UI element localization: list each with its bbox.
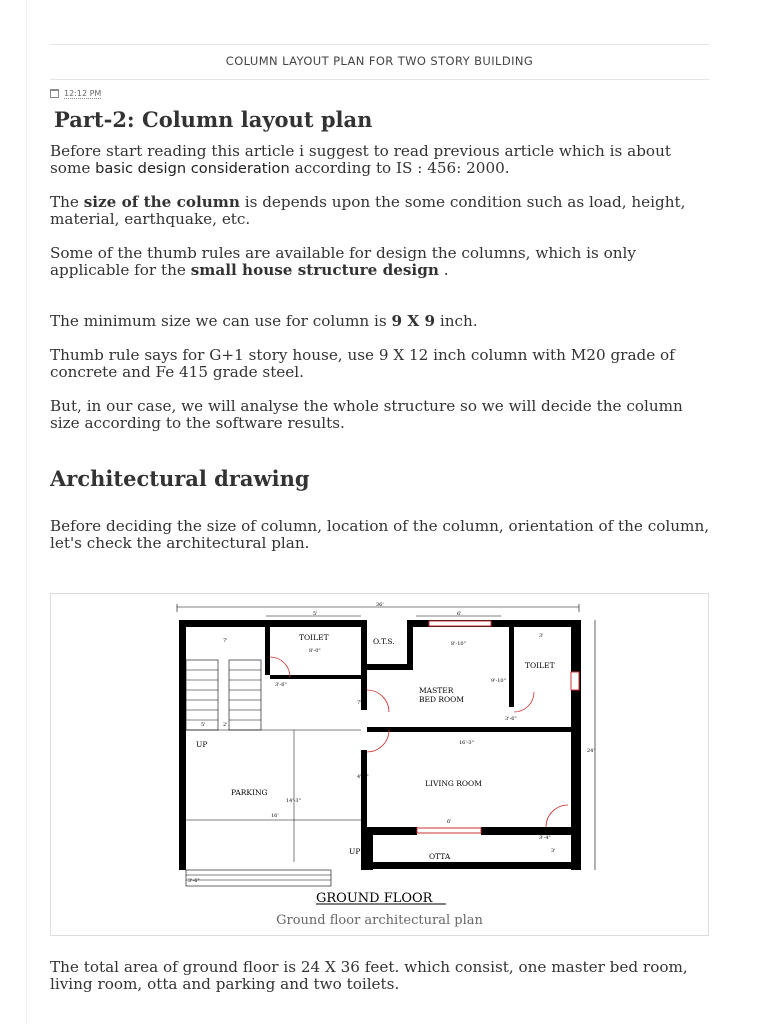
calendar-icon [50, 89, 59, 98]
svg-text:3'-4": 3'-4" [539, 835, 551, 841]
svg-text:3': 3' [539, 633, 544, 639]
svg-text:5': 5' [201, 722, 206, 728]
svg-text:3': 3' [551, 848, 556, 854]
label-parking: PARKING [231, 788, 268, 797]
paragraph-total-area: The total area of ground floor is 24 X 36 feet. which consist, one master bed room, living room, otta and parking and two toilets. [50, 958, 688, 993]
svg-text:24': 24' [587, 748, 595, 754]
label-master: MASTER [419, 686, 454, 695]
paragraph-intro: Before start reading this article i suggest to read previous article which is about some basic design consideration according to IS : 456: 2000. [50, 142, 671, 177]
paragraph-size: The size of the column is depends upon the some condition such as load, height, material, earthquake, etc. [50, 193, 686, 228]
label-ots: O.T.S. [373, 637, 395, 646]
paragraph-min-size: The minimum size we can use for column is 9 X 9 inch. [50, 312, 478, 330]
svg-text:3'-6": 3'-6" [505, 716, 517, 722]
left-margin-line [26, 0, 27, 1024]
svg-text:3'-6": 3'-6" [188, 878, 200, 884]
svg-text:2': 2' [223, 722, 228, 728]
paragraph-before-deciding: Before deciding the size of column, location of the column, orientation of the column, let's check the architectural plan. [50, 517, 710, 552]
svg-text:4'-6": 4'-6" [357, 774, 369, 780]
figure-caption: Ground floor architectural plan [276, 913, 483, 928]
svg-text:6': 6' [447, 819, 452, 825]
plan-title: GROUND FLOOR [316, 891, 433, 906]
label-toilet2: TOILET [525, 661, 555, 670]
svg-text:36': 36' [376, 602, 384, 608]
svg-text:7': 7' [223, 638, 228, 644]
paragraph-software: But, in our case, we will analyse the whole structure so we will decide the column size according to the software results. [50, 397, 683, 432]
svg-text:7': 7' [357, 700, 362, 706]
post-meta [50, 89, 101, 98]
site-title[interactable]: COLUMN LAYOUT PLAN FOR TWO STORY BUILDING [225, 54, 534, 68]
header-rule-bottom [50, 79, 709, 80]
label-bedroom: BED ROOM [419, 695, 465, 704]
svg-text:8'-0": 8'-0" [309, 648, 321, 654]
heading-part2: Part-2: Column layout plan [54, 107, 373, 132]
paragraph-thumb: Some of the thumb rules are available for design the columns, which is only applicable for the small house structure design . [50, 244, 636, 279]
svg-text:8'-10": 8'-10" [451, 641, 466, 647]
svg-text:3'-6": 3'-6" [275, 682, 287, 688]
header-rule-top [50, 44, 709, 45]
floor-plan-image[interactable] [171, 602, 595, 906]
label-up1: UP [196, 740, 208, 749]
paragraph-g1: Thumb rule says for G+1 story house, use 9 X 12 inch column with M20 grade of concrete and Fe 415 grade steel. [50, 346, 675, 381]
label-otta: OTTA [429, 852, 451, 861]
svg-text:3'-10": 3'-10" [381, 664, 396, 670]
svg-text:16': 16' [271, 813, 279, 819]
svg-text:9'-10": 9'-10" [491, 678, 506, 684]
svg-text:14'-3": 14'-3" [286, 798, 301, 804]
label-toilet1: TOILET [299, 633, 329, 642]
floor-plan-figure [50, 593, 709, 936]
svg-text:5': 5' [313, 611, 318, 617]
svg-text:16'-3": 16'-3" [459, 740, 474, 746]
post-time[interactable]: 12:12 PM [64, 89, 102, 98]
svg-text:6': 6' [457, 611, 462, 617]
label-living: LIVING ROOM [425, 779, 482, 788]
basic-design-link[interactable]: basic design consideration [95, 160, 290, 177]
label-up2: UP [349, 847, 361, 856]
heading-architectural: Architectural drawing [50, 466, 310, 491]
